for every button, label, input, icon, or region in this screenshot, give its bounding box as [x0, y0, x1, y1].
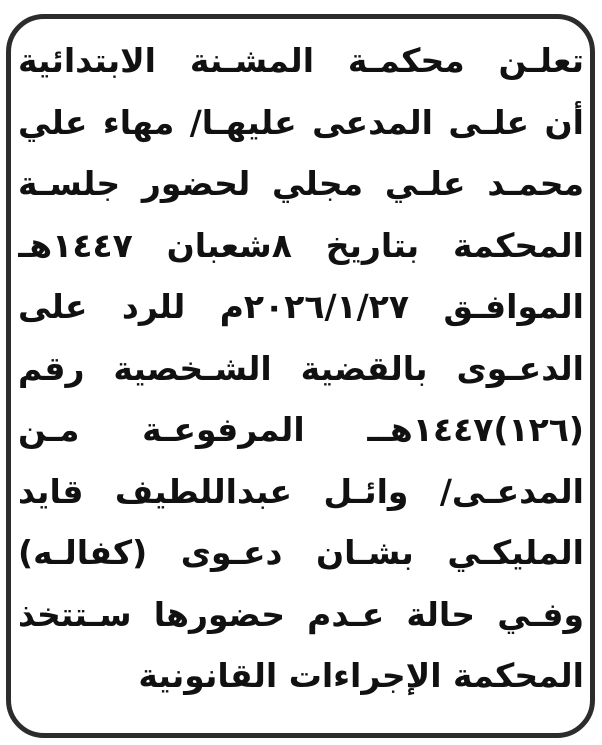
- notice-line: تعلـن محكمـة المشـنة الابتدائية: [18, 41, 584, 80]
- notice-line: الدعـوى بالقضية الشـخصية رقم: [18, 348, 584, 388]
- notice-line: (١٢٦)١٤٤٧هــ المرفوعـة مـن: [18, 410, 584, 449]
- notice-line: أن علـى المدعى عليهـا/ مهاء علي: [18, 102, 584, 142]
- notice-line: الموافـق ٢٠٢٦/١/٢٧م للرد على: [18, 287, 584, 326]
- notice-line: المحكمة بتاريخ ٨شعبان ١٤٤٧هـ: [18, 225, 584, 265]
- notice-line: وفـي حالة عـدم حضورها سـتتخذ: [18, 594, 584, 634]
- court-notice-text: [18, 30, 584, 707]
- notice-line: المدعـى/ وائـل عبداللطيف قايد: [18, 471, 584, 511]
- notice-line: المحكمة الإجراءات القانونية: [138, 656, 584, 695]
- notice-line: المليكـي بشـان دعـوى (كفالـه): [18, 533, 584, 572]
- notice-line: محمـد علـي مجلي لحضور جلسـة: [18, 164, 584, 203]
